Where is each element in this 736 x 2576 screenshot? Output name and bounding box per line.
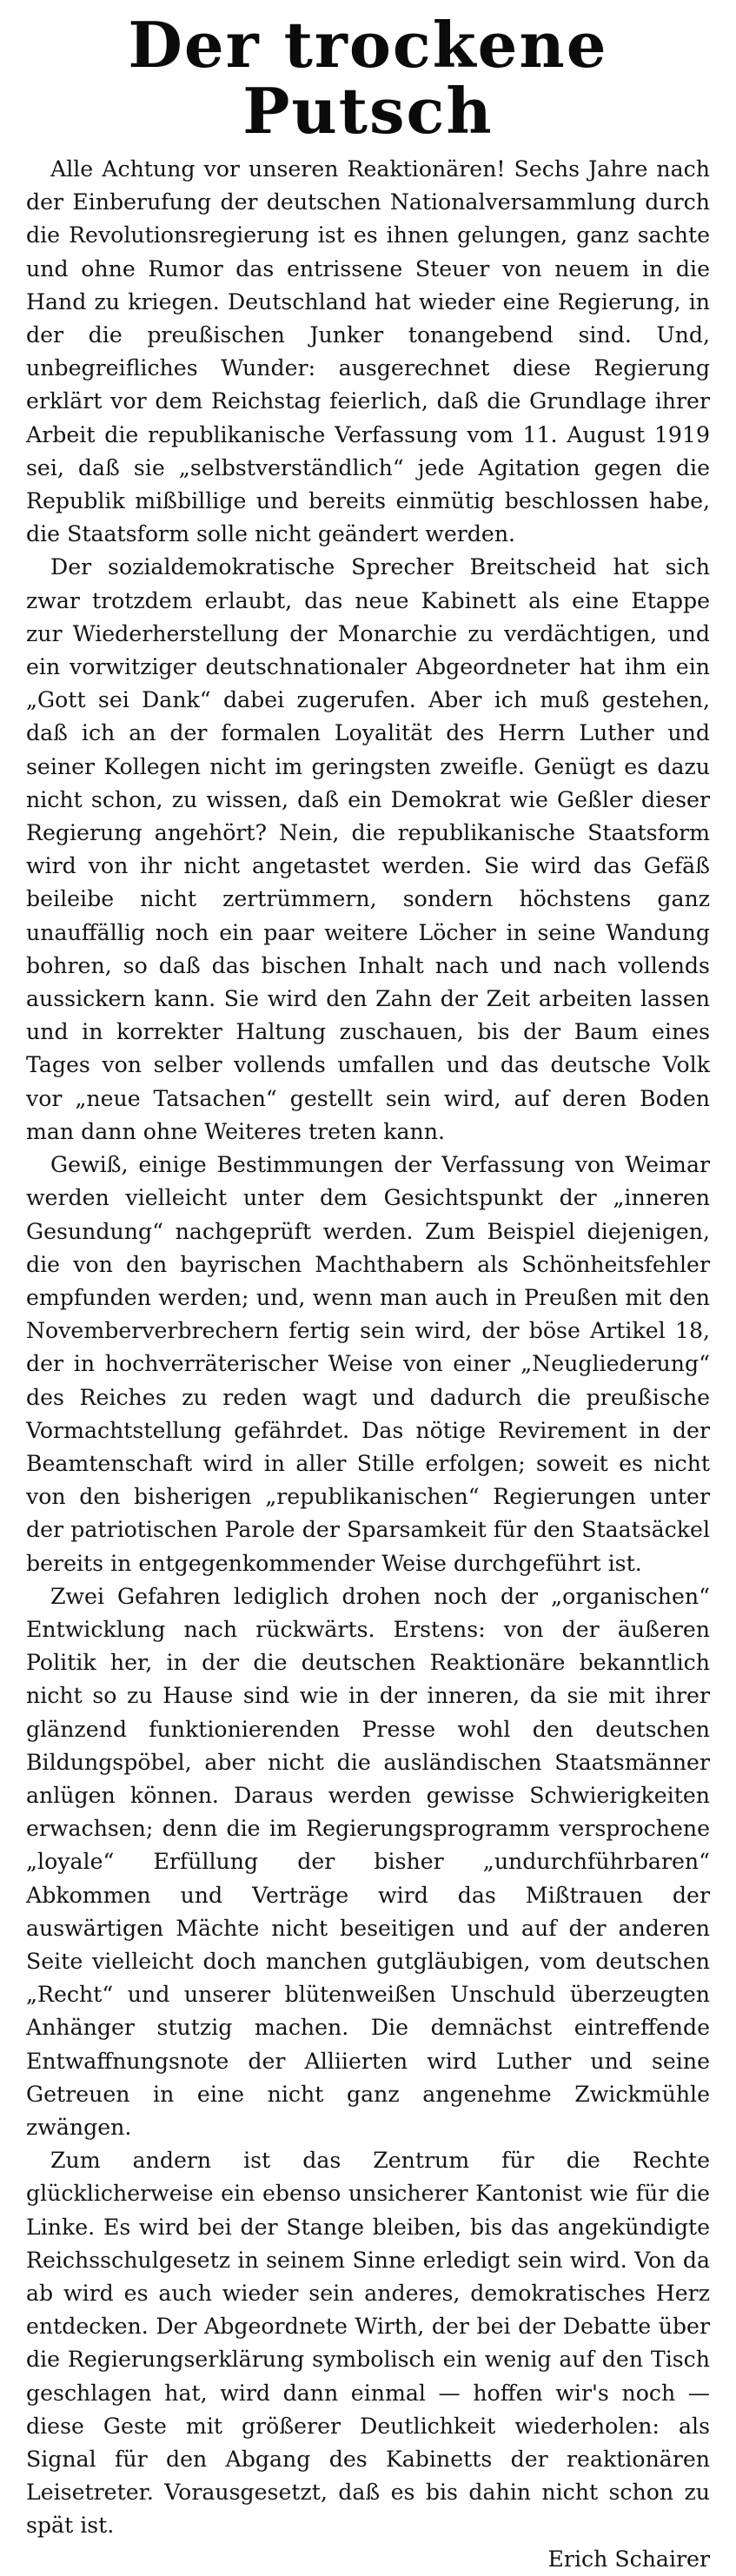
paragraph-4: Zwei Gefahren lediglich drohen noch der „organischen“ Entwicklung nach rückwärts. Erstens: von der äußeren Politik her, in der die deutschen Reaktionäre bekanntlich nicht so zu Hause sind wie in der inneren, da sie mit ihrer glänzend funktionierenden Presse wohl den deutschen Bildungspöbel, aber nicht die ausländischen Staatsmänner anlügen können. Daraus werden gewisse Schwierigkeiten erwachsen; denn die im Regierungsprogramm versprochene „loyale“ Erfüllung der bisher „undurchführbaren“ Abkommen und Verträge wird das Mißtrauen der auswärtigen Mächte nicht beseitigen und auf der anderen Seite vielleicht doch manchen gutgläubigen, vom deutschen „Recht“ und unserer blütenweißen Unschuld überzeugten Anhänger stutzig machen. Die demnächst eintreffende Entwaffnungsnote der Alliierten wird Luther und seine Getreuen in eine nicht ganz angenehme Zwickmühle zwängen.: [26, 1583, 710, 2140]
author-signature: Erich Schairer: [547, 2546, 710, 2572]
paragraph-1: Alle Achtung vor unseren Reaktionären! Sechs Jahre nach der Einberufung der deutschen Nationalversammlung durch die Revolutionsregierung ist es ihnen gelungen, ganz sachte und ohne Rumor das entrissene Steuer von neuem in die Hand zu kriegen. Deutschland hat wieder eine Regierung, in der die preußischen Junker tonangebend sind. Und, unbegreifliches Wunder: ausgerechnet diese Regierung erklärt vor dem Reichstag feierlich, daß die Grundlage ihrer Arbeit die republikanische Verfassung vom 11. August 1919 sei, daß sie „selbstverständlich“ jede Agitation gegen die Republik mißbillige und bereits einmütig beschlossen habe, die Staatsform solle nicht geändert werden.: [26, 156, 710, 547]
article-title: Der trockene Putsch: [128, 8, 608, 148]
paragraph-5: Zum andern ist das Zentrum für die Rechte glücklicherweise ein ebenso unsicherer Kantonist wie für die Linke. Es wird bei der Stange bleiben, bis das angekündigte Reichsschulgesetz in seinem Sinne erledigt sein wird. Von da ab wird es auch wieder sein anderes, demokratisches Herz entdecken. Der Abgeordnete Wirth, der bei der Debatte über die Regierungserklärung symbolisch ein wenig auf den Tisch geschlagen hat, wird dann einmal — hoffen wir's noch — diese Geste mit größerer Deutlichkeit wiederholen: als Signal für den Abgang des Kabinetts der reaktionären Leisetreter. Vorausgesetzt, daß es bis dahin nicht schon zu spät ist.: [26, 2148, 710, 2539]
paragraph-3: Gewiß, einige Bestimmungen der Verfassung von Weimar werden vielleicht unter dem Gesichtspunkt der „inneren Gesundung“ nachgeprüft werden. Zum Beispiel diejenigen, die von den bayrischen Machthabern als Schönheitsfehler empfunden werden; und, wenn man auch in Preußen mit den Novemberverbrechern fertig sein wird, der böse Artikel 18, der in hochverräterischer Weise von einer „Neugliederung“ des Reiches zu reden wagt und dadurch die preußische Vormachtstellung gefährdet. Das nötige Revirement in der Beamtenschaft wird in aller Stille erfolgen; soweit es nicht von den bisherigen „republikanischen“ Regierungen unter der patriotischen Parole der Sparsamkeit für den Staatsäckel bereits in entgegenkommender Weise durchgeführt ist.: [26, 1152, 710, 1576]
paragraph-2: Der sozialdemokratische Sprecher Breitscheid hat sich zwar trotzdem erlaubt, das neue Kabinett als eine Etappe zur Wiederherstellung der Monarchie zu verdächtigen, und ein vorwitziger deutschnationaler Abgeordneter hat ihm ein „Gott sei Dank“ dabei zugerufen. Aber ich muß gestehen, daß ich an der formalen Loyalität des Herrn Luther und seiner Kollegen nicht im geringsten zweifle. Genügt es dazu nicht schon, zu wissen, daß ein Demokrat wie Geßler dieser Regierung angehört? Nein, die republikanische Staatsform wird von ihr nicht angetastet werden. Sie wird das Gefäß beileibe nicht zertrümmern, sondern höchstens ganz unauffällig noch ein paar weitere Löcher in seine Wandung bohren, so daß das bischen Inhalt nach und nach vollends aussickern kann. Sie wird den Zahn der Zeit arbeiten lassen und in korrekter Haltung zuschauen, bis der Baum eines Tages von selber vollends umfallen und das deutsche Volk vor „neue Tatsachen“ gestellt sein wird, auf deren Boden man dann ohne Weiteres treten kann.: [26, 554, 710, 1144]
newspaper-page: [10, 5, 726, 2572]
article-body: [26, 153, 710, 2576]
